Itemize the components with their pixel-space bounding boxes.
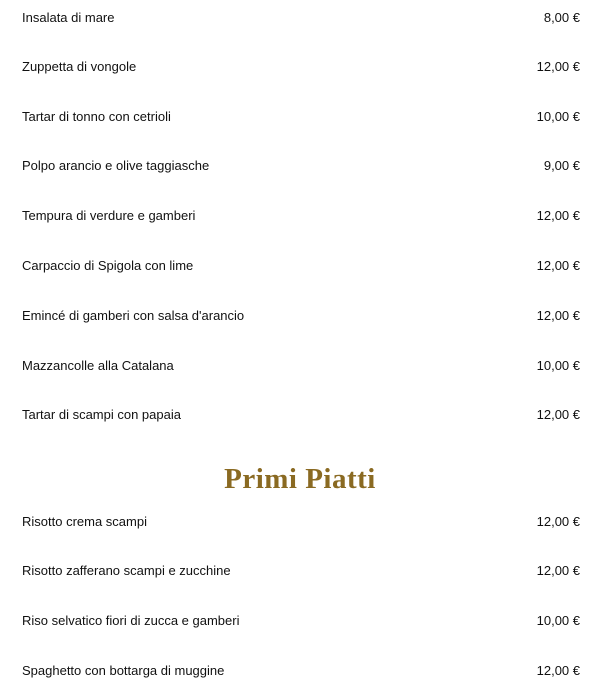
menu-item-price: 12,00 €	[536, 563, 580, 578]
menu-item-price: 12,00 €	[536, 258, 580, 273]
menu-item	[22, 306, 580, 326]
menu-item-name: Tartar di scampi con papaia	[22, 407, 181, 422]
menu-item-price: 12,00 €	[536, 208, 580, 223]
menu-item-name: Riso selvatico fiori di zucca e gamberi	[22, 613, 240, 628]
menu-item-name: Carpaccio di Spigola con lime	[22, 258, 194, 273]
menu-item-price: 12,00 €	[536, 514, 580, 529]
section-title-primi-piatti: Primi Piatti	[224, 463, 376, 495]
menu-item	[22, 57, 580, 77]
menu-item-name: Risotto crema scampi	[22, 514, 147, 529]
menu-item-name: Spaghetto con bottarga di muggine	[22, 663, 225, 678]
menu-item-name: Insalata di mare	[22, 10, 115, 25]
menu-item	[22, 107, 580, 127]
menu-item-name: Tempura di verdure e gamberi	[22, 208, 196, 223]
menu-item-price: 10,00 €	[536, 358, 580, 373]
menu-item	[22, 661, 580, 681]
menu-item-price: 10,00 €	[536, 109, 580, 124]
menu-item-price: 12,00 €	[536, 663, 580, 678]
menu-item-name: Zuppetta di vongole	[22, 59, 137, 74]
menu-item-name: Tartar di tonno con cetrioli	[22, 109, 171, 124]
menu-item	[22, 561, 580, 581]
menu-item-name: Mazzancolle alla Catalana	[22, 358, 174, 373]
menu-item	[22, 256, 580, 276]
menu-item	[22, 512, 580, 532]
menu-item-name: Emincé di gamberi con salsa d'arancio	[22, 308, 245, 323]
menu-item-price: 10,00 €	[536, 613, 580, 628]
menu-item	[22, 206, 580, 226]
menu-item-price: 12,00 €	[536, 407, 580, 422]
menu-item-name: Risotto zafferano scampi e zucchine	[22, 563, 231, 578]
menu-item-price: 9,00 €	[543, 158, 580, 173]
menu-item	[22, 405, 580, 425]
menu-item	[22, 8, 580, 28]
menu-item	[22, 156, 580, 176]
menu-item-price: 12,00 €	[536, 308, 580, 323]
menu-item	[22, 356, 580, 376]
menu-item-price: 12,00 €	[536, 59, 580, 74]
menu-item	[22, 611, 580, 631]
menu-item-name: Polpo arancio e olive taggiasche	[22, 158, 210, 173]
menu-item-price: 8,00 €	[543, 10, 580, 25]
